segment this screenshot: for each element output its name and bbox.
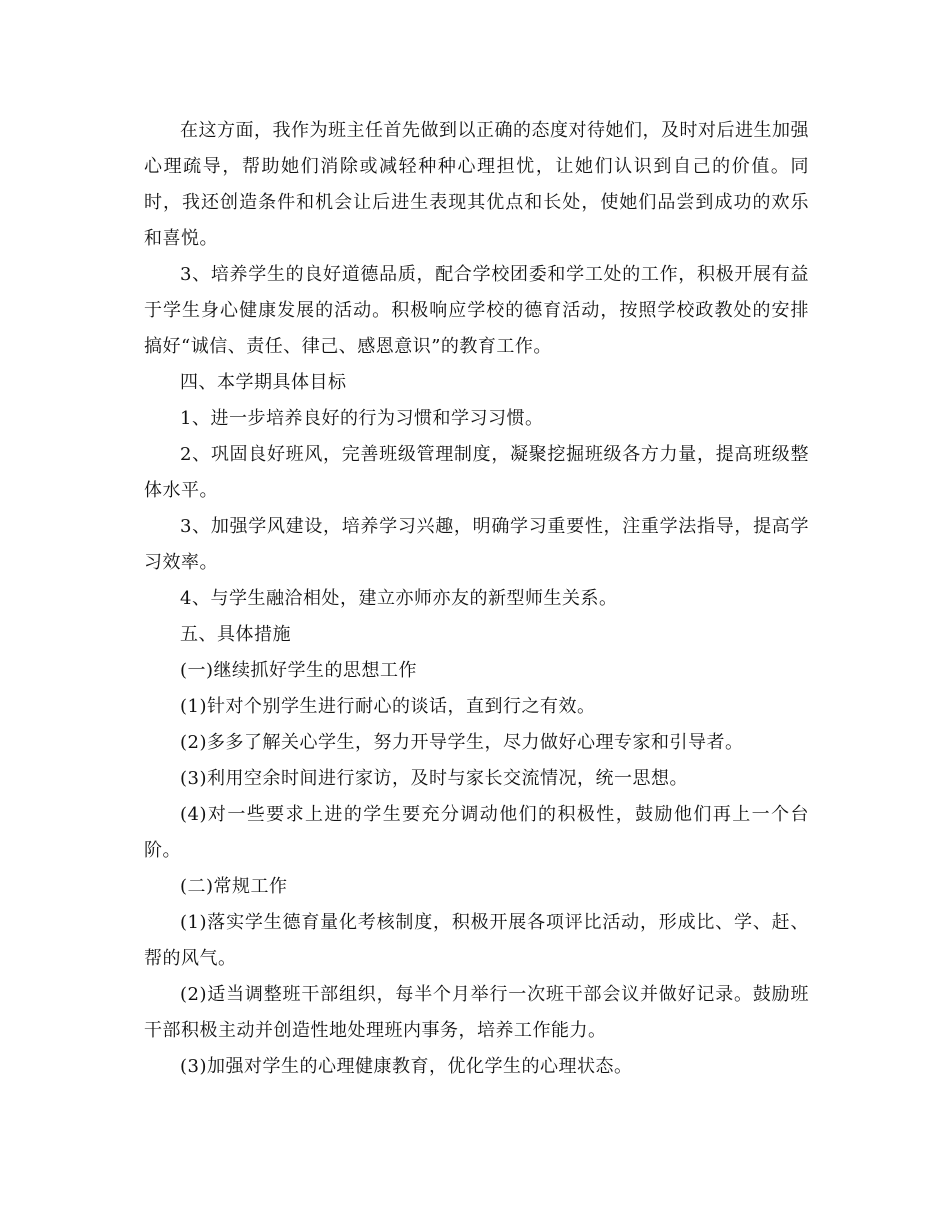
list-item: (4)对一些要求上进的学生要充分调动他们的积极性，鼓励他们再上一个台阶。 [144, 804, 809, 861]
list-item: 2、巩固良好班风，完善班级管理制度，凝聚挖掘班级各方力量，提高班级整体水平。 [144, 444, 809, 501]
section-heading: 四、本学期具体目标 [180, 372, 347, 393]
list-item: 1、进一步培养良好的行为习惯和学习习惯。 [180, 408, 544, 429]
section-heading: 五、具体措施 [180, 624, 291, 645]
document-body [144, 113, 809, 1085]
list-item: (2)多多了解关心学生，努力开导学生，尽力做好心理专家和引导者。 [180, 732, 744, 753]
list-item: (2)适当调整班干部组织，每半个月举行一次班干部会议并做好记录。鼓励班干部积极主动并创造性地处理班内事务，培养工作能力。 [144, 984, 809, 1041]
paragraph: 在这方面，我作为班主任首先做到以正确的态度对待她们，及时对后进生加强心理疏导，帮助她们消除或减轻种种心理担忧，让她们认识到自己的价值。同时，我还创造条件和机会让后进生表现其优点和长处，使她们品尝到成功的欢乐和喜悦。 [144, 120, 809, 249]
list-item: 3、加强学风建设，培养学习兴趣，明确学习重要性，注重学法指导，提高学习效率。 [144, 516, 809, 573]
subsection-heading: (一)继续抓好学生的思想工作 [180, 660, 418, 681]
paragraph: 3、培养学生的良好道德品质，配合学校团委和学工处的工作，积极开展有益于学生身心健康发展的活动。积极响应学校的德育活动，按照学校政教处的安排搞好“诚信、责任、律己、感恩意识”的教育工作。 [144, 264, 809, 357]
list-item: (3)加强对学生的心理健康教育，优化学生的心理状态。 [180, 1056, 633, 1077]
subsection-heading: (二)常规工作 [180, 876, 288, 897]
list-item: (3)利用空余时间进行家访，及时与家长交流情况，统一思想。 [180, 768, 688, 789]
list-item: (1)针对个别学生进行耐心的谈话，直到行之有效。 [180, 696, 596, 717]
list-item: 4、与学生融洽相处，建立亦师亦友的新型师生关系。 [180, 588, 618, 609]
list-item: (1)落实学生德育量化考核制度，积极开展各项评比活动，形成比、学、赶、帮的风气。 [144, 912, 809, 969]
